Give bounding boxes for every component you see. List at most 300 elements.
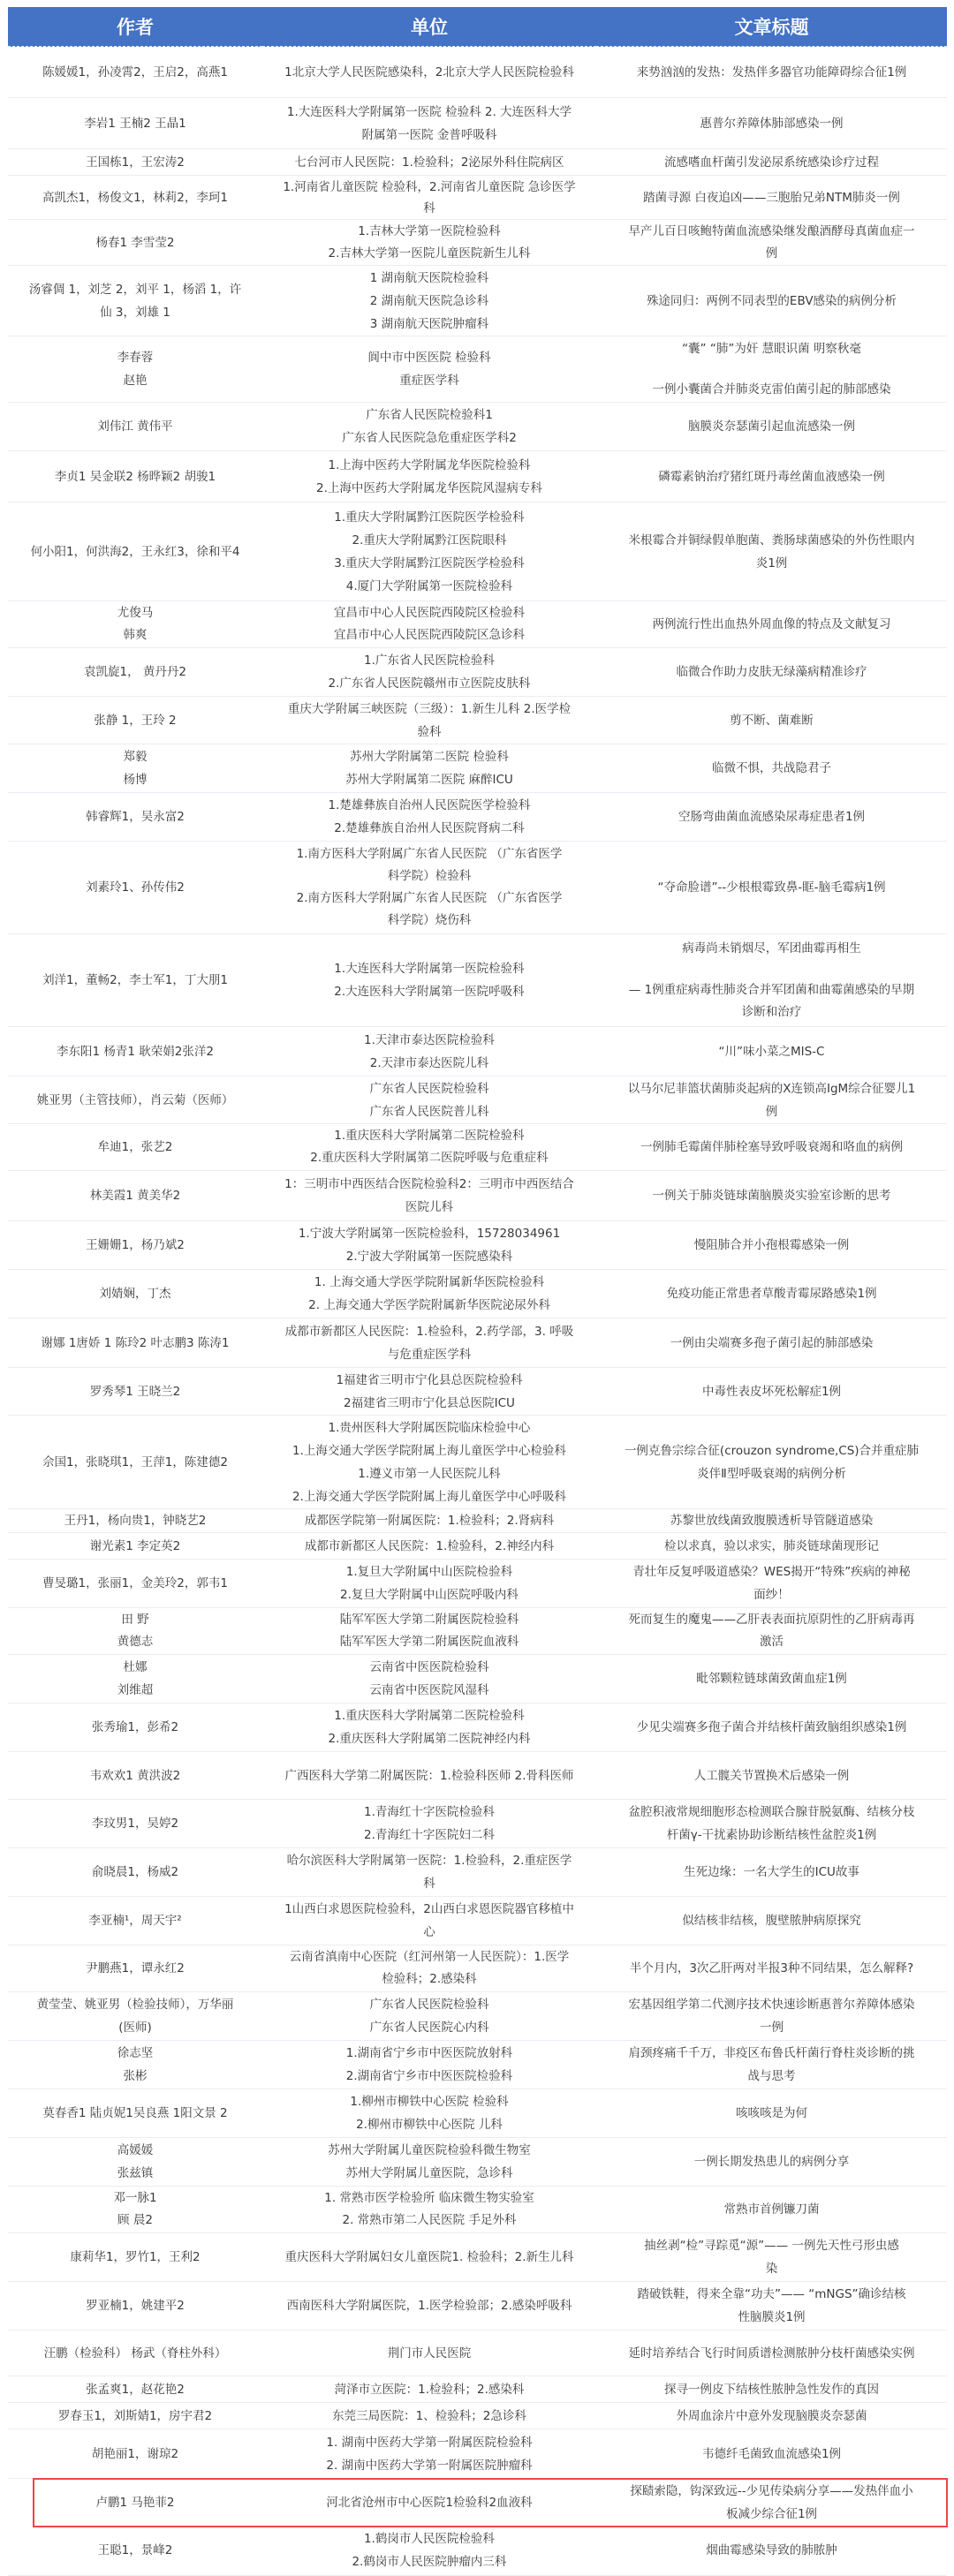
cell-authors <box>8 1703 262 1752</box>
cell-article-title <box>596 1992 947 2041</box>
table-row <box>8 1124 947 1171</box>
cell-article-title <box>596 934 947 1027</box>
cell-affiliation-line: 2.楚雄彝族自治州人民医院肾病二科 <box>334 821 525 835</box>
cell-article-title-line: 一例由尖端赛多孢子菌引起的肺部感染 <box>670 1335 874 1350</box>
table-row <box>8 2429 947 2479</box>
cell-affiliation-line: 1. 湖南中医药大学第一附属医院检验科 <box>326 2435 533 2450</box>
cell-affiliation <box>262 2233 596 2282</box>
cell-article-title <box>596 98 947 149</box>
cell-authors <box>8 98 262 149</box>
cell-affiliation-line: 荆门市人民医院 <box>387 2346 472 2361</box>
cell-affiliation <box>262 1027 596 1076</box>
cell-affiliation-line: 科学院）检验科 <box>387 869 472 883</box>
cell-authors <box>8 2330 262 2376</box>
cell-article-title <box>596 1703 947 1752</box>
cell-affiliation-line: 成都市新都区人民医院：1.检验科，2.神经内科 <box>304 1538 555 1553</box>
table-row <box>8 403 947 451</box>
cell-article-title-line: 以马尔尼菲篮状菌肺炎起病的X连锁高IgM综合征婴儿1 <box>627 1081 916 1096</box>
cell-affiliation-line: 1.楚雄彝族自治州人民医院医学检验科 <box>328 798 531 812</box>
cell-authors-line: 陈媛媛1，孙凌霄2，王启2，高燕1 <box>42 64 228 79</box>
cell-affiliation <box>262 1270 596 1318</box>
cell-article-title <box>596 1897 947 1945</box>
cell-affiliation <box>262 1124 596 1171</box>
cell-article-title-line: 探寻一例皮下结核性脓肿急性发作的真因 <box>664 2382 879 2397</box>
cell-affiliation-line: 2.重庆大学附属黔江医院眼科 <box>352 533 507 548</box>
cell-authors-line: 姚亚男（主管技师），肖云菊（医师） <box>36 1092 234 1107</box>
cell-affiliation <box>262 2429 596 2479</box>
cell-article-title <box>596 403 947 451</box>
cell-article-title <box>596 2330 947 2376</box>
cell-affiliation-line: 2.重庆医科大学附属第二医院呼吸与危重症科 <box>310 1151 549 1165</box>
cell-affiliation-line: 2.大连医科大学附属第一医院呼吸科 <box>334 985 525 999</box>
cell-affiliation-line: 2.柳州市柳铁中心医院 儿科 <box>356 2118 503 2132</box>
cell-affiliation-line: 1.复旦大学附属中山医院检验科 <box>345 1565 513 1579</box>
cell-authors-line: 仙 3，刘雄 1 <box>100 305 170 320</box>
cell-article-title <box>596 47 947 98</box>
cell-affiliation <box>262 451 596 502</box>
cell-article-title-line: 一例克鲁宗综合征(crouzon syndrome,CS)合并重症肺 <box>624 1443 920 1458</box>
cell-affiliation <box>262 2138 596 2187</box>
cell-authors-line: 刘洋1，董畅2，李士军1，丁大朋1 <box>42 973 228 987</box>
cell-affiliation-line: 2.广东省人民医院赣州市立医院皮肤科 <box>328 676 531 691</box>
cell-affiliation-line: 1.河南省儿童医院 检验科，2.河南省儿童医院 急诊医学 <box>283 179 576 194</box>
cell-affiliation <box>262 2089 596 2138</box>
cell-affiliation-line: 1.宁波大学附属第一医院检验科，15728034961 <box>298 1227 561 1241</box>
cell-article-title-line: “川”味小菜之MIS-C <box>718 1044 825 1059</box>
cell-authors-line: 张兹镇 <box>117 2166 154 2180</box>
cell-affiliation-line: 2.青海红十字医院妇二科 <box>364 1828 495 1842</box>
cell-article-title <box>596 2527 947 2576</box>
cell-article-title-line: 磷霉素钠治疗猪红斑丹毒丝菌血液感染一例 <box>658 469 885 484</box>
cell-affiliation <box>262 1171 596 1221</box>
cell-article-title-line: 脑膜炎奈瑟菌引起血流感染一例 <box>688 419 855 434</box>
cell-authors <box>8 1124 262 1171</box>
table-row <box>8 744 947 793</box>
cell-affiliation <box>262 2330 596 2376</box>
cell-article-title-line: 烟曲霉感染导致的肺脓肿 <box>706 2543 837 2558</box>
papers-table-container <box>8 7 947 2576</box>
table-row <box>8 1897 947 1945</box>
cell-affiliation-line: 与危重症医学科 <box>387 1347 472 1362</box>
cell-article-title-line: 肩颈疼痛千千万，非疫区布鲁氏杆菌行脊柱炎诊断的挑 <box>628 2046 915 2060</box>
cell-article-title-line: 面纱！ <box>753 1588 790 1602</box>
cell-article-title-line: 空肠弯曲菌血流感染尿毒症患者1例 <box>678 810 866 824</box>
cell-authors-line: 李贞1 吴金联2 杨晔颖2 胡骏1 <box>54 469 216 484</box>
cell-authors <box>8 336 262 403</box>
table-row <box>8 451 947 502</box>
cell-affiliation-line: 1.青海红十字医院检验科 <box>364 1805 495 1819</box>
cell-affiliation-line: 2 湖南航天医院急诊科 <box>369 293 489 308</box>
cell-article-title-line: 似结核非结核，腹壁脓肿病原探究 <box>682 1914 861 1928</box>
cell-affiliation-line: 1福建省三明市宁化县总医院检验科 <box>336 1372 523 1387</box>
table-row <box>8 47 947 98</box>
cell-article-title-line: 盆腔积液常规细胞形态检测联合腺苷脱氨酶、结核分枝 <box>628 1805 915 1819</box>
cell-article-title <box>596 1533 947 1560</box>
cell-authors-line: 何小阳1，何洪海2，王永红3，徐和平4 <box>30 544 240 559</box>
cell-article-title <box>596 1945 947 1992</box>
cell-affiliation-line: 科 <box>423 1877 435 1891</box>
cell-article-title-line: 宏基因组学第二代测序技术快速诊断惠普尔养障体感染 <box>628 1998 915 2012</box>
cell-article-title-line: 染 <box>765 2262 778 2276</box>
cell-authors <box>8 2138 262 2187</box>
cell-affiliation-line: 附属第一医院 金普呼吸科 <box>361 127 497 142</box>
table-row <box>8 601 947 648</box>
cell-article-title-line: 早产儿百日咳鲍特菌血流感染继发酿酒酵母真菌血症一 <box>628 223 915 238</box>
cell-article-title-line: 临微合作助力皮肤无绿藻病精准诊疗 <box>676 665 867 679</box>
cell-authors-line: 罗亚楠1，姚建平2 <box>86 2299 185 2313</box>
cell-article-title-line: 人工髋关节置换术后感染一例 <box>693 1768 850 1783</box>
table-row <box>8 98 947 149</box>
cell-authors <box>8 2282 262 2330</box>
cell-affiliation-line: 1. 常熟市医学检验所 临床微生物实验室 <box>324 2191 534 2205</box>
cell-article-title-line: 病毒尚未销烟尽，军团曲霉再相生 <box>682 941 861 956</box>
cell-article-title <box>596 266 947 336</box>
cell-article-title-line: 生死边缘：一名大学生的ICU故事 <box>684 1865 859 1879</box>
cell-authors-line: 刘伟江 黄伟平 <box>97 419 173 434</box>
table-row <box>8 1270 947 1318</box>
cell-affiliation <box>262 697 596 744</box>
cell-authors <box>8 2429 262 2479</box>
cell-article-title <box>596 648 947 697</box>
cell-authors-line: 王姗姗1，杨乃斌2 <box>86 1238 185 1252</box>
cell-article-title-line: 青壮年反复呼吸道感染？WES揭开“特殊”疾病的神秘 <box>632 1565 911 1579</box>
cell-affiliation <box>262 403 596 451</box>
cell-authors-line: 顾 晨2 <box>117 2213 153 2227</box>
cell-article-title <box>596 1076 947 1124</box>
cell-affiliation-line: 陆军军医大学第二附属医院血液科 <box>339 1635 519 1649</box>
cell-authors-line: 韦欢欢1 黄洪波2 <box>89 1768 181 1783</box>
cell-authors-line: 谢娜 1唐娇 1 陈玲2 叶志鹏3 陈涛1 <box>41 1335 230 1350</box>
cell-article-title <box>596 2282 947 2330</box>
cell-authors-line: 莫春香1 陆贞妮1吴良燕 1阳文景 2 <box>42 2106 228 2120</box>
cell-authors <box>8 648 262 697</box>
cell-affiliation-line: 菏泽市立医院：1.检验科；2.感染科 <box>334 2382 525 2397</box>
cell-affiliation-line: 2. 上海交通大学医学院附属新华医院泌尿外科 <box>308 1298 550 1312</box>
cell-article-title-line: 死而复生的魔鬼——乙肝表表面抗原阴性的乙肝病毒再 <box>628 1613 915 1627</box>
cell-authors <box>8 1076 262 1124</box>
cell-article-title-line: 剪不断、菌难断 <box>730 713 814 728</box>
cell-authors-line: 王丹1，杨向贵1，钟晓艺2 <box>64 1513 207 1528</box>
cell-article-title-line: 少见尖端赛多孢子菌合并结核杆菌致脑组织感染1例 <box>636 1720 907 1734</box>
cell-article-title-line: 一例长期发热患儿的病例分享 <box>693 2155 850 2169</box>
cell-authors <box>8 2403 262 2429</box>
cell-article-title-line: 例 <box>765 246 778 261</box>
cell-affiliation-line: 阆中市中医医院 检验科 <box>367 351 491 365</box>
cell-article-title <box>596 1270 947 1318</box>
cell-authors-line: 佘国1，张晓琪1，王萍1，陈建德2 <box>42 1454 228 1469</box>
cell-authors-line: 罗春玉1，刘斯婧1，房宇君2 <box>57 2408 213 2423</box>
cell-affiliation <box>262 601 596 648</box>
cell-article-title <box>596 2376 947 2403</box>
cell-authors-line: 曹旻璐1，张丽1，金美玲2，郭韦1 <box>42 1576 228 1590</box>
cell-authors-line: 尤俊马 <box>117 606 154 620</box>
cell-affiliation-line: 2.重庆医科大学附属第二医院神经内科 <box>328 1732 531 1746</box>
cell-affiliation-line: 广东省人民医院急危重症医学科2 <box>342 431 517 445</box>
cell-authors <box>8 1800 262 1848</box>
cell-authors-line: 李春蓉 <box>117 351 154 365</box>
cell-affiliation <box>262 2527 596 2576</box>
cell-article-title <box>596 601 947 648</box>
cell-affiliation <box>262 793 596 842</box>
table-body <box>8 47 947 2576</box>
cell-affiliation <box>262 2479 596 2527</box>
header-article-title: 文章标题 <box>596 7 947 47</box>
cell-affiliation-line: 哈尔滨医科大学附属第一医院：1.检验科，2.重症医学 <box>286 1854 572 1868</box>
cell-affiliation-line: 重庆大学附属三峡医院（三级）：1.新生儿科 2.医学检 <box>287 701 572 716</box>
cell-affiliation <box>262 744 596 793</box>
cell-authors <box>8 47 262 98</box>
cell-affiliation-line: 广东省人民医院检验科 <box>369 1998 489 2012</box>
cell-authors-line: 刘婧娴，丁杰 <box>99 1287 171 1301</box>
cell-article-title <box>596 220 947 266</box>
cell-authors-line: 韩睿辉1，吴永富2 <box>86 810 185 824</box>
cell-article-title-line: 流感嗜血杆菌引发泌尿系统感染诊疗过程 <box>664 155 879 170</box>
table-row <box>8 220 947 266</box>
table-row <box>8 2403 947 2429</box>
cell-article-title-line: 杆菌γ-干扰素协助诊断结核性盆腔炎1例 <box>666 1828 877 1842</box>
cell-affiliation <box>262 1076 596 1124</box>
cell-authors-line: 高凯杰1，杨俊文1，林莉2，李珂1 <box>42 190 228 205</box>
cell-article-title-line: 中毒性表皮坏死松解症1例 <box>701 1384 842 1399</box>
cell-affiliation-line: 1.重庆大学附属黔江医院医学检验科 <box>334 510 525 525</box>
cell-affiliation-line: 2.上海交通大学医学院附属上海儿童医学中心呼吸科 <box>292 1489 566 1504</box>
cell-article-title-line <box>600 960 943 979</box>
cell-affiliation-line: 1：三明市中西医结合医院检验科2：三明市中西医结合 <box>284 1177 574 1191</box>
cell-affiliation-line: 广西医科大学第二附属医院：1.检验科医师 2.骨科医师 <box>284 1768 574 1783</box>
cell-authors <box>8 1509 262 1533</box>
cell-affiliation-line: 苏州大学附属第二医院 检验科 <box>350 750 509 764</box>
cell-affiliation <box>262 1703 596 1752</box>
cell-authors <box>8 1992 262 2041</box>
cell-article-title <box>596 1368 947 1416</box>
cell-affiliation-line: 苏州大学附属儿童医院检验科微生物室 <box>328 2143 531 2157</box>
cell-affiliation-line: 广东省人民医院检验科1 <box>366 408 493 422</box>
cell-authors-line: 林美霞1 黄美华2 <box>89 1189 181 1203</box>
cell-authors <box>8 1318 262 1368</box>
cell-affiliation <box>262 2187 596 2233</box>
cell-article-title-line: 外周血涂片中意外发现脑膜炎奈瑟菌 <box>676 2408 867 2423</box>
table-row <box>8 1800 947 1848</box>
table-row-highlighted <box>8 2479 947 2527</box>
cell-affiliation <box>262 266 596 336</box>
cell-authors <box>8 1655 262 1703</box>
cell-article-title-line: 诊断和治疗 <box>741 1004 802 1019</box>
cell-affiliation-line: 1.遵义市第一人民医院儿科 <box>358 1466 501 1481</box>
cell-affiliation-line: 广东省人民医院检验科 <box>369 1081 489 1096</box>
cell-authors <box>8 1416 262 1509</box>
cell-authors-line: 张静 1，王玲 2 <box>94 713 177 728</box>
cell-affiliation <box>262 2403 596 2429</box>
cell-affiliation-line: 2. 湖南中医药大学第一附属医院肿瘤科 <box>326 2458 533 2473</box>
cell-authors <box>8 1560 262 1608</box>
table-row <box>8 2187 947 2233</box>
cell-authors-line: 俞晓晨1，杨威2 <box>91 1865 179 1879</box>
cell-authors <box>8 502 262 601</box>
cell-authors-line: 李玟男1，吴婷2 <box>91 1817 179 1831</box>
table-row <box>8 1752 947 1800</box>
cell-affiliation-line: 1.湖南省宁乡市中医医院放射科 <box>345 2046 513 2060</box>
table-row <box>8 1703 947 1752</box>
cell-authors-line: 张孟爽1，赵花艳2 <box>86 2382 185 2397</box>
cell-article-title <box>596 1848 947 1897</box>
table-row <box>8 1318 947 1368</box>
table-row <box>8 2233 947 2282</box>
cell-affiliation-line: 西南医科大学附属医院，1.医学检验部；2.感染呼吸科 <box>286 2299 572 2313</box>
cell-article-title-line: 炎伴Ⅱ型呼吸衰竭的病例分析 <box>697 1466 846 1481</box>
cell-affiliation-line: 重庆医科大学附属妇女儿童医院1. 检验科；2.新生儿科 <box>284 2250 574 2264</box>
cell-authors <box>8 1608 262 1655</box>
cell-article-title-line: 殊途同归：两例不同表型的EBV感染的病例分析 <box>646 293 897 308</box>
cell-authors <box>8 220 262 266</box>
cell-article-title-line: 检以求真，验以求实，肺炎链球菌现形记 <box>664 1538 879 1553</box>
cell-affiliation <box>262 1368 596 1416</box>
cell-article-title <box>596 2429 947 2479</box>
cell-authors-line: 高媛媛 <box>117 2143 154 2157</box>
cell-authors-line: 康莉华1，罗竹1，王利2 <box>70 2250 201 2264</box>
cell-affiliation-line: 1.大连医科大学附属第一医院 检验科 2. 大连医科大学 <box>286 104 572 119</box>
cell-authors <box>8 1897 262 1945</box>
cell-affiliation <box>262 1897 596 1945</box>
cell-affiliation <box>262 1945 596 1992</box>
cell-affiliation <box>262 2376 596 2403</box>
cell-authors-line: 刘素玲1、孙传伟2 <box>86 880 185 895</box>
cell-affiliation <box>262 2282 596 2330</box>
cell-affiliation-line: 科 <box>423 200 435 215</box>
cell-affiliation <box>262 1992 596 2041</box>
cell-affiliation-line: 2福建省三明市宁化县总医院ICU <box>344 1395 515 1410</box>
cell-affiliation-line: 宜昌市中心人民医院西陵院区急诊科 <box>334 628 525 642</box>
cell-authors <box>8 1171 262 1221</box>
cell-authors-line: 汪鹏（检验科） 杨武（脊柱外科） <box>43 2346 227 2361</box>
cell-authors-line: 张秀瑜1，彭希2 <box>91 1720 179 1734</box>
cell-affiliation-line: 1.广东省人民医院检验科 <box>364 653 495 668</box>
cell-authors <box>8 2479 262 2527</box>
table-row <box>8 2138 947 2187</box>
cell-article-title <box>596 2041 947 2089</box>
cell-affiliation-line: 成都市新都区人民医院：1.检验科，2.药学部，3. 呼吸 <box>284 1324 574 1339</box>
table-row <box>8 2376 947 2403</box>
cell-affiliation-line: 2. 常熟市第二人民医院 手足外科 <box>342 2213 517 2227</box>
cell-authors <box>8 1848 262 1897</box>
cell-authors <box>8 2041 262 2089</box>
cell-affiliation <box>262 1416 596 1509</box>
cell-article-title-line: 毗邻颗粒链球菌致菌血症1例 <box>696 1672 847 1686</box>
table-row <box>8 1416 947 1509</box>
cell-affiliation-line: 1.鹤岗市人民医院检验科 <box>364 2532 495 2547</box>
cell-article-title <box>596 1416 947 1509</box>
cell-article-title-line: 一例肺毛霉菌伴肺栓塞导致呼吸衰竭和咯血的病例 <box>640 1140 903 1154</box>
cell-authors <box>8 176 262 220</box>
cell-affiliation-line: 3.重庆大学附属黔江医院医学检验科 <box>334 555 525 570</box>
header-authors: 作者 <box>8 7 262 47</box>
cell-affiliation-line: 2.南方医科大学附属广东省人民医院 （广东省医学 <box>296 891 563 905</box>
cell-article-title-line: 性脑膜炎1例 <box>738 2310 806 2324</box>
cell-affiliation-line: 1.南方医科大学附属广东省人民医院 （广东省医学 <box>296 847 563 861</box>
cell-affiliation-line: 1.大连医科大学附属第一医院检验科 <box>334 962 525 976</box>
cell-affiliation-line: 1 湖南航天医院检验科 <box>369 270 489 285</box>
cell-authors <box>8 403 262 451</box>
cell-affiliation-line: 科学院）烧伤科 <box>387 913 472 927</box>
cell-affiliation-line: 2.吉林大学第一医院儿童医院新生儿科 <box>328 246 531 261</box>
cell-affiliation-line: 2.复旦大学附属中山医院呼吸内科 <box>340 1588 519 1602</box>
table-row <box>8 1560 947 1608</box>
cell-article-title-line: 惠普尔养障体肺部感染一例 <box>700 116 844 131</box>
cell-authors-line: 杨博 <box>123 773 148 787</box>
cell-article-title-line: 战与思考 <box>747 2069 796 2083</box>
cell-authors <box>8 2527 262 2576</box>
table-row <box>8 842 947 934</box>
cell-article-title <box>596 744 947 793</box>
cell-article-title <box>596 1318 947 1368</box>
cell-authors-line: 李亚楠¹，周天宇² <box>88 1914 182 1928</box>
cell-article-title <box>596 2479 947 2527</box>
cell-article-title-line: 来势汹汹的发热：发热伴多器官功能障碍综合征1例 <box>636 64 907 79</box>
table-row <box>8 1368 947 1416</box>
cell-article-title <box>596 1752 947 1800</box>
table-row <box>8 266 947 336</box>
cell-affiliation-line: 心 <box>423 1925 435 1939</box>
cell-affiliation-line: 苏州大学附属第二医院 麻醉ICU <box>345 773 513 787</box>
cell-authors-line: 黄德志 <box>117 1635 154 1649</box>
cell-authors-line: 杜娜 <box>123 1660 148 1674</box>
cell-affiliation-line: 2.鹤岗市人民医院肿瘤内三科 <box>352 2555 507 2570</box>
table-row <box>8 1992 947 2041</box>
cell-article-title-line: 一例小囊菌合并肺炎克雷伯菌引起的肺部感染 <box>652 382 891 397</box>
table-row <box>8 502 947 601</box>
cell-authors-line: 张彬 <box>123 2069 148 2083</box>
table-row <box>8 1533 947 1560</box>
cell-affiliation <box>262 1318 596 1368</box>
cell-affiliation-line: 医院儿科 <box>405 1200 453 1214</box>
cell-article-title-line: 常熟市首例镰刀菌 <box>723 2202 820 2217</box>
cell-article-title-line: 韦德纤毛菌致血流感染1例 <box>701 2446 842 2461</box>
cell-article-title-line: 咳咳咳是为何 <box>736 2106 807 2120</box>
header-row <box>8 7 947 47</box>
table-row <box>8 793 947 842</box>
cell-authors <box>8 1752 262 1800</box>
table-row <box>8 2330 947 2376</box>
cell-authors-line: 胡艳丽1，谢琼2 <box>91 2446 179 2461</box>
cell-authors <box>8 149 262 176</box>
cell-authors-line: 尹鹏燕1，谭永红2 <box>86 1961 185 1975</box>
cell-authors <box>8 266 262 336</box>
cell-affiliation-line: 广东省人民医院心内科 <box>369 2021 489 2035</box>
cell-authors-line: 李东阳1 杨青1 耿荣娟2张洋2 <box>57 1044 214 1059</box>
cell-authors <box>8 1368 262 1416</box>
cell-affiliation-line: 4.厦门大学附属第一医院检验科 <box>345 578 513 593</box>
cell-authors-line: 牟迪1，张艺2 <box>97 1140 173 1154</box>
table-row <box>8 336 947 403</box>
cell-article-title-line: “囊” “肺”为奸 慧眼识菌 明察秋毫 <box>682 342 861 356</box>
cell-affiliation <box>262 2041 596 2089</box>
table-row <box>8 2282 947 2330</box>
cell-authors-line: 王国栋1，王宏涛2 <box>86 155 185 170</box>
cell-article-title <box>596 2187 947 2233</box>
cell-affiliation <box>262 336 596 403</box>
cell-affiliation <box>262 176 596 220</box>
cell-article-title <box>596 176 947 220</box>
cell-affiliation-line: 苏州大学附属儿童医院，急诊科 <box>345 2166 513 2180</box>
cell-authors-line: 谢光素1 李定英2 <box>89 1538 181 1553</box>
cell-affiliation <box>262 502 596 601</box>
cell-article-title <box>596 1608 947 1655</box>
cell-article-title-line: “夺命脸谱”--少根根霉致鼻-眶-脑毛霉病1例 <box>657 880 886 895</box>
cell-affiliation-line: 1北京大学人民医院感染科，2北京大学人民医院检验科 <box>284 64 574 79</box>
cell-article-title <box>596 1509 947 1533</box>
cell-authors-line: 罗秀琴1 王晓兰2 <box>89 1384 181 1399</box>
cell-article-title-line: 免疫功能正常患者草酸青霉尿路感染1例 <box>666 1287 877 1301</box>
cell-article-title-line: 一例 <box>760 2021 784 2035</box>
